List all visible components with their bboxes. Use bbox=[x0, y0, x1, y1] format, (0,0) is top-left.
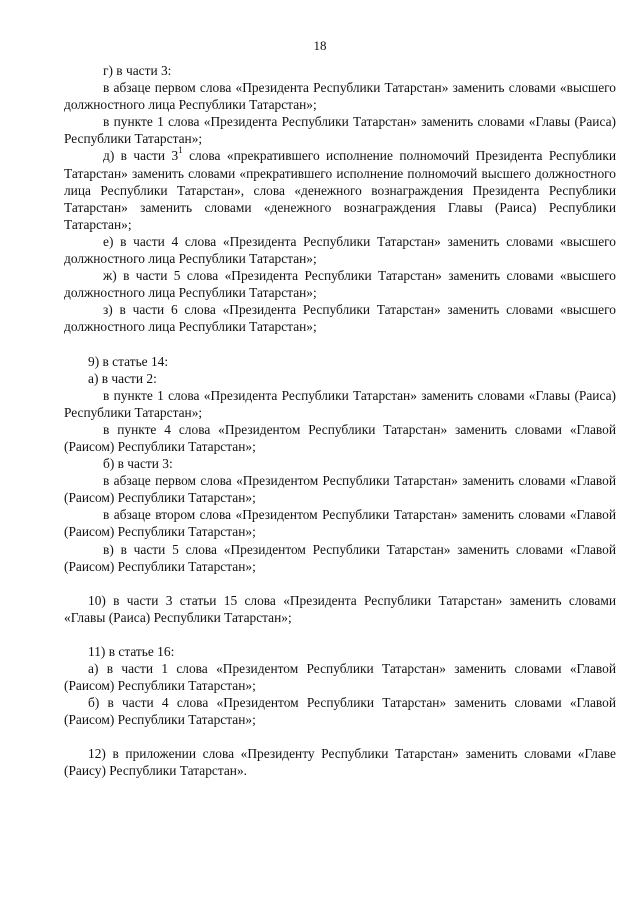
paragraph-text: слова «прекратившего исполнение полномочий Президента Республики Татарстан» заменить словами «прекратившего исполнение полномочий высшего должностного лица Республики Татарстан», слова «денежного вознаграждения Президента Республики Татарстан» заменить словами «денежного вознаграждения Главы (Раиса) Республики Татарстан»; bbox=[64, 148, 616, 232]
paragraph-p11b: б) в части 4 слова «Президентом Республики Татарстан» заменить словами «Главой (Раисом) Республики Татарстан»; bbox=[64, 695, 616, 728]
paragraph-z: з) в части 6 слова «Президента Республики Татарстан» заменить словами «высшего должностного лица Республики Татарстан»; bbox=[64, 302, 616, 335]
paragraph-d bbox=[64, 147, 616, 232]
paragraph-text: д) в части 3 bbox=[103, 148, 179, 164]
paragraph-g2: в пункте 1 слова «Президента Республики Татарстан» заменить словами «Главы (Раиса) Республики Татарстан»; bbox=[64, 114, 616, 147]
document-body bbox=[64, 62, 616, 780]
paragraph-spacer bbox=[64, 575, 616, 592]
paragraph-spacer bbox=[64, 336, 616, 353]
paragraph-p12: 12) в приложении слова «Президенту Республики Татарстан» заменить словами «Главе (Раису) Республики Татарстан». bbox=[64, 746, 616, 779]
paragraph-p11: 11) в статье 16: bbox=[88, 643, 175, 659]
paragraph-a4: в пункте 4 слова «Президентом Республики Татарстан» заменить словами «Главой (Раисом) Республики Татарстан»; bbox=[64, 421, 616, 454]
paragraph-p10: 10) в части 3 статьи 15 слова «Президента Республики Татарстан» заменить словами «Главы (Раиса) Республики Татарстан»; bbox=[64, 592, 616, 625]
paragraph-p11a: а) в части 1 слова «Президентом Республики Татарстан» заменить словами «Главой (Раисом) Республики Татарстан»; bbox=[64, 661, 616, 694]
paragraph-e: е) в части 4 слова «Президента Республики Татарстан» заменить словами «высшего должностного лица Республики Татарстан»; bbox=[64, 233, 616, 267]
paragraph-a1: в пункте 1 слова «Президента Республики Татарстан» заменить словами «Главы (Раиса) Республики Татарстан»; bbox=[64, 387, 616, 420]
paragraph-g: г) в части 3: bbox=[103, 63, 172, 78]
paragraph-a: а) в части 2: bbox=[88, 370, 157, 386]
paragraph-g1: в абзаце первом слова «Президента Республики Татарстан» заменить словами «высшего должностного лица Республики Татарстан»; bbox=[64, 80, 616, 113]
paragraph-b1: в абзаце первом слова «Президентом Республики Татарстан» заменить словами «Главой (Раисом) Республики Татарстан»; bbox=[64, 473, 616, 506]
paragraph-b: б) в части 3: bbox=[103, 456, 173, 472]
superscript-index: 1 bbox=[178, 145, 183, 155]
paragraph-b2: в абзаце втором слова «Президентом Республики Татарстан» заменить словами «Главой (Раисом) Республики Татарстан»; bbox=[64, 507, 616, 540]
paragraph-v: в) в части 5 слова «Президентом Республики Татарстан» заменить словами «Главой (Раисом) Республики Татарстан»; bbox=[64, 541, 616, 574]
paragraph-spacer bbox=[64, 626, 616, 643]
paragraph-p9: 9) в статье 14: bbox=[88, 353, 169, 369]
page-number: 18 bbox=[313, 38, 327, 53]
paragraph-zh: ж) в части 5 слова «Президента Республики Татарстан» заменить словами «высшего должностного лица Республики Татарстан»; bbox=[64, 268, 616, 301]
paragraph-spacer bbox=[64, 728, 616, 745]
